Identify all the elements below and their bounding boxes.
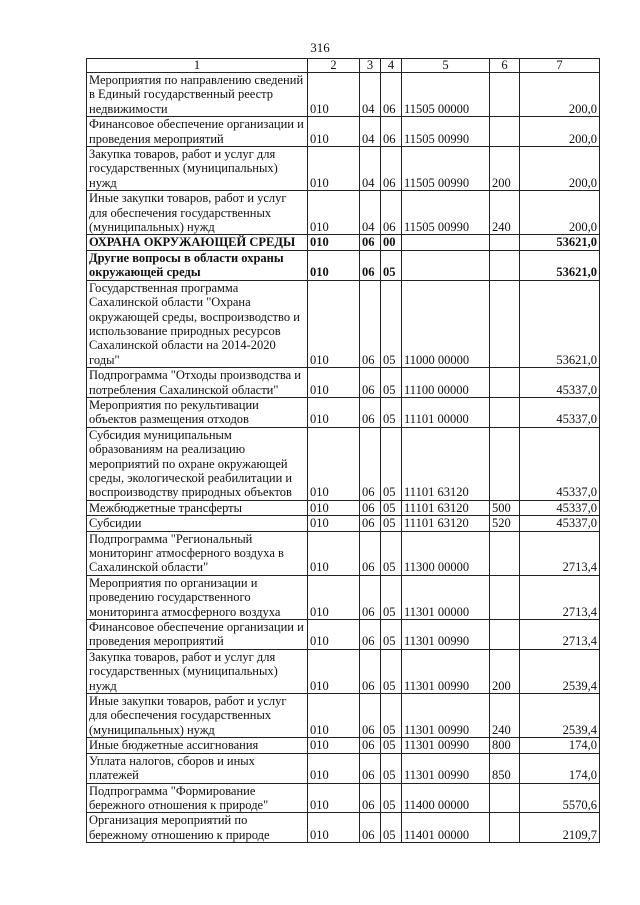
target-article-cell: 11301 00990 [402, 694, 490, 738]
amount-cell: 45337,0 [520, 397, 600, 427]
table-row [87, 531, 600, 575]
amount-cell: 2109,7 [520, 813, 600, 843]
item-name-cell: ОХРАНА ОКРУЖАЮЩЕЙ СРЕДЫ [87, 235, 308, 250]
amount-cell: 53621,0 [520, 250, 600, 280]
amount-cell: 53621,0 [520, 280, 600, 367]
target-article-cell: 11000 00000 [402, 280, 490, 367]
subsection-code-cell: 05 [381, 516, 402, 531]
section-code-cell: 06 [360, 813, 381, 843]
target-article-cell: 11301 00990 [402, 649, 490, 693]
section-code-cell: 06 [360, 783, 381, 813]
table-row [87, 191, 600, 235]
section-code-cell: 06 [360, 427, 381, 500]
section-code-cell: 06 [360, 575, 381, 619]
ministry-code-cell: 010 [308, 500, 360, 515]
item-name-cell: Подпрограмма "Региональный мониторинг атмосферного воздуха в Сахалинской области" [87, 531, 308, 575]
subsection-code-cell: 05 [381, 783, 402, 813]
ministry-code-cell: 010 [308, 516, 360, 531]
amount-cell: 200,0 [520, 147, 600, 191]
subsection-code-cell: 05 [381, 280, 402, 367]
ministry-code-cell: 010 [308, 531, 360, 575]
section-code-cell: 04 [360, 191, 381, 235]
target-article-cell: 11505 00990 [402, 191, 490, 235]
expense-type-cell [490, 280, 520, 367]
section-code-cell: 06 [360, 649, 381, 693]
subsection-code-cell: 05 [381, 397, 402, 427]
amount-cell: 45337,0 [520, 500, 600, 515]
table-row [87, 397, 600, 427]
expense-type-cell: 800 [490, 738, 520, 753]
expense-type-cell [490, 813, 520, 843]
ministry-code-cell: 010 [308, 368, 360, 398]
subsection-code-cell: 06 [381, 117, 402, 147]
amount-cell: 2539,4 [520, 694, 600, 738]
target-article-cell: 11400 00000 [402, 783, 490, 813]
ministry-code-cell: 010 [308, 694, 360, 738]
ministry-code-cell: 010 [308, 191, 360, 235]
amount-cell: 45337,0 [520, 427, 600, 500]
header-cell: 7 [520, 59, 600, 73]
item-name-cell: Мероприятия по организации и проведению государственного мониторинга атмосферного воздуха [87, 575, 308, 619]
section-code-cell: 06 [360, 620, 381, 650]
expense-type-cell [490, 73, 520, 117]
ministry-code-cell: 010 [308, 783, 360, 813]
amount-cell: 2713,4 [520, 575, 600, 619]
target-article-cell [402, 250, 490, 280]
target-article-cell: 11301 00990 [402, 620, 490, 650]
item-name-cell: Мероприятия по направлению сведений в Единый государственный реестр недвижимости [87, 73, 308, 117]
table-row [87, 516, 600, 531]
subsection-code-cell: 05 [381, 694, 402, 738]
table-row [87, 147, 600, 191]
header-cell: 1 [87, 59, 308, 73]
header-row [87, 59, 600, 73]
subsection-code-cell: 05 [381, 753, 402, 783]
subsection-code-cell: 05 [381, 368, 402, 398]
expense-type-cell [490, 427, 520, 500]
ministry-code-cell: 010 [308, 649, 360, 693]
item-name-cell: Уплата налогов, сборов и иных платежей [87, 753, 308, 783]
section-code-cell: 06 [360, 738, 381, 753]
table-row [87, 368, 600, 398]
target-article-cell: 11100 00000 [402, 368, 490, 398]
expense-type-cell: 500 [490, 500, 520, 515]
item-name-cell: Субсидия муниципальным образованиям на реализацию мероприятий по охране окружающей среды, экологической реабилитации и воспроизводству природных объектов [87, 427, 308, 500]
expense-type-cell [490, 368, 520, 398]
item-name-cell: Финансовое обеспечение организации и проведения мероприятий [87, 117, 308, 147]
ministry-code-cell: 010 [308, 427, 360, 500]
expense-type-cell: 850 [490, 753, 520, 783]
table-row [87, 500, 600, 515]
header-cell: 4 [381, 59, 402, 73]
table-row [87, 250, 600, 280]
expense-type-cell [490, 250, 520, 280]
item-name-cell: Иные закупки товаров, работ и услуг для обеспечения государственных (муниципальных) нужд [87, 694, 308, 738]
expense-type-cell [490, 575, 520, 619]
ministry-code-cell: 010 [308, 575, 360, 619]
subsection-code-cell: 05 [381, 427, 402, 500]
amount-cell: 200,0 [520, 117, 600, 147]
subsection-code-cell: 05 [381, 738, 402, 753]
item-name-cell: Субсидии [87, 516, 308, 531]
item-name-cell: Организация мероприятий по бережному отношению к природе [87, 813, 308, 843]
table-row [87, 813, 600, 843]
section-code-cell: 06 [360, 235, 381, 250]
budget-table [86, 58, 600, 843]
amount-cell: 2539,4 [520, 649, 600, 693]
expense-type-cell [490, 783, 520, 813]
subsection-code-cell: 06 [381, 73, 402, 117]
amount-cell: 45337,0 [520, 368, 600, 398]
amount-cell: 200,0 [520, 191, 600, 235]
expense-type-cell: 200 [490, 649, 520, 693]
target-article-cell: 11505 00990 [402, 147, 490, 191]
expense-type-cell [490, 397, 520, 427]
amount-cell: 174,0 [520, 753, 600, 783]
item-name-cell: Межбюджетные трансферты [87, 500, 308, 515]
table-row [87, 427, 600, 500]
subsection-code-cell: 05 [381, 813, 402, 843]
item-name-cell: Закупка товаров, работ и услуг для государственных (муниципальных) нужд [87, 147, 308, 191]
section-code-cell: 06 [360, 500, 381, 515]
item-name-cell: Финансовое обеспечение организации и проведения мероприятий [87, 620, 308, 650]
target-article-cell: 11401 00000 [402, 813, 490, 843]
target-article-cell: 11505 00000 [402, 73, 490, 117]
expense-type-cell [490, 117, 520, 147]
header-cell: 2 [308, 59, 360, 73]
expense-type-cell [490, 531, 520, 575]
section-code-cell: 06 [360, 368, 381, 398]
section-code-cell: 06 [360, 516, 381, 531]
expense-type-cell: 240 [490, 191, 520, 235]
item-name-cell: Иные закупки товаров, работ и услуг для обеспечения государственных (муниципальных) нужд [87, 191, 308, 235]
amount-cell: 45337,0 [520, 516, 600, 531]
table-row [87, 620, 600, 650]
target-article-cell [402, 235, 490, 250]
ministry-code-cell: 010 [308, 73, 360, 117]
amount-cell: 2713,4 [520, 531, 600, 575]
table-row [87, 649, 600, 693]
section-code-cell: 06 [360, 531, 381, 575]
amount-cell: 174,0 [520, 738, 600, 753]
ministry-code-cell: 010 [308, 250, 360, 280]
item-name-cell: Иные бюджетные ассигнования [87, 738, 308, 753]
amount-cell: 5570,6 [520, 783, 600, 813]
subsection-code-cell: 06 [381, 147, 402, 191]
subsection-code-cell: 05 [381, 575, 402, 619]
table-row [87, 738, 600, 753]
section-code-cell: 04 [360, 73, 381, 117]
target-article-cell: 11300 00000 [402, 531, 490, 575]
page-number: 316 [310, 40, 330, 55]
expense-type-cell: 240 [490, 694, 520, 738]
target-article-cell: 11101 00000 [402, 397, 490, 427]
amount-cell: 53621,0 [520, 235, 600, 250]
ministry-code-cell: 010 [308, 620, 360, 650]
ministry-code-cell: 010 [308, 397, 360, 427]
target-article-cell: 11505 00990 [402, 117, 490, 147]
section-code-cell: 06 [360, 250, 381, 280]
amount-cell: 2713,4 [520, 620, 600, 650]
table-row [87, 753, 600, 783]
item-name-cell: Закупка товаров, работ и услуг для государственных (муниципальных) нужд [87, 649, 308, 693]
item-name-cell: Мероприятия по рекультивации объектов размещения отходов [87, 397, 308, 427]
section-code-cell: 06 [360, 280, 381, 367]
expense-type-cell [490, 235, 520, 250]
target-article-cell: 11101 63120 [402, 427, 490, 500]
target-article-cell: 11301 00000 [402, 575, 490, 619]
table-row [87, 73, 600, 117]
subsection-code-cell: 05 [381, 649, 402, 693]
expense-type-cell: 520 [490, 516, 520, 531]
amount-cell: 200,0 [520, 73, 600, 117]
ministry-code-cell: 010 [308, 235, 360, 250]
item-name-cell: Государственная программа Сахалинской области "Охрана окружающей среды, воспроизводство и использование природных ресурсов Сахалинской области на 2014-2020 годы" [87, 280, 308, 367]
section-code-cell: 06 [360, 753, 381, 783]
target-article-cell: 11301 00990 [402, 753, 490, 783]
header-cell: 3 [360, 59, 381, 73]
subsection-code-cell: 05 [381, 500, 402, 515]
target-article-cell: 11301 00990 [402, 738, 490, 753]
ministry-code-cell: 010 [308, 738, 360, 753]
item-name-cell: Подпрограмма "Отходы производства и потребления Сахалинской области" [87, 368, 308, 398]
expense-type-cell [490, 620, 520, 650]
ministry-code-cell: 010 [308, 147, 360, 191]
ministry-code-cell: 010 [308, 753, 360, 783]
subsection-code-cell: 05 [381, 620, 402, 650]
item-name-cell: Подпрограмма "Формирование бережного отношения к природе" [87, 783, 308, 813]
section-code-cell: 06 [360, 694, 381, 738]
table-row [87, 280, 600, 367]
subsection-code-cell: 05 [381, 250, 402, 280]
section-code-cell: 04 [360, 117, 381, 147]
table-row [87, 235, 600, 250]
header-cell: 5 [402, 59, 490, 73]
target-article-cell: 11101 63120 [402, 516, 490, 531]
ministry-code-cell: 010 [308, 280, 360, 367]
table-row [87, 117, 600, 147]
subsection-code-cell: 06 [381, 191, 402, 235]
section-code-cell: 04 [360, 147, 381, 191]
subsection-code-cell: 00 [381, 235, 402, 250]
ministry-code-cell: 010 [308, 117, 360, 147]
subsection-code-cell: 05 [381, 531, 402, 575]
header-cell: 6 [490, 59, 520, 73]
table-row [87, 575, 600, 619]
ministry-code-cell: 010 [308, 813, 360, 843]
table-row [87, 694, 600, 738]
section-code-cell: 06 [360, 397, 381, 427]
item-name-cell: Другие вопросы в области охраны окружающей среды [87, 250, 308, 280]
target-article-cell: 11101 63120 [402, 500, 490, 515]
table-row [87, 783, 600, 813]
expense-type-cell: 200 [490, 147, 520, 191]
